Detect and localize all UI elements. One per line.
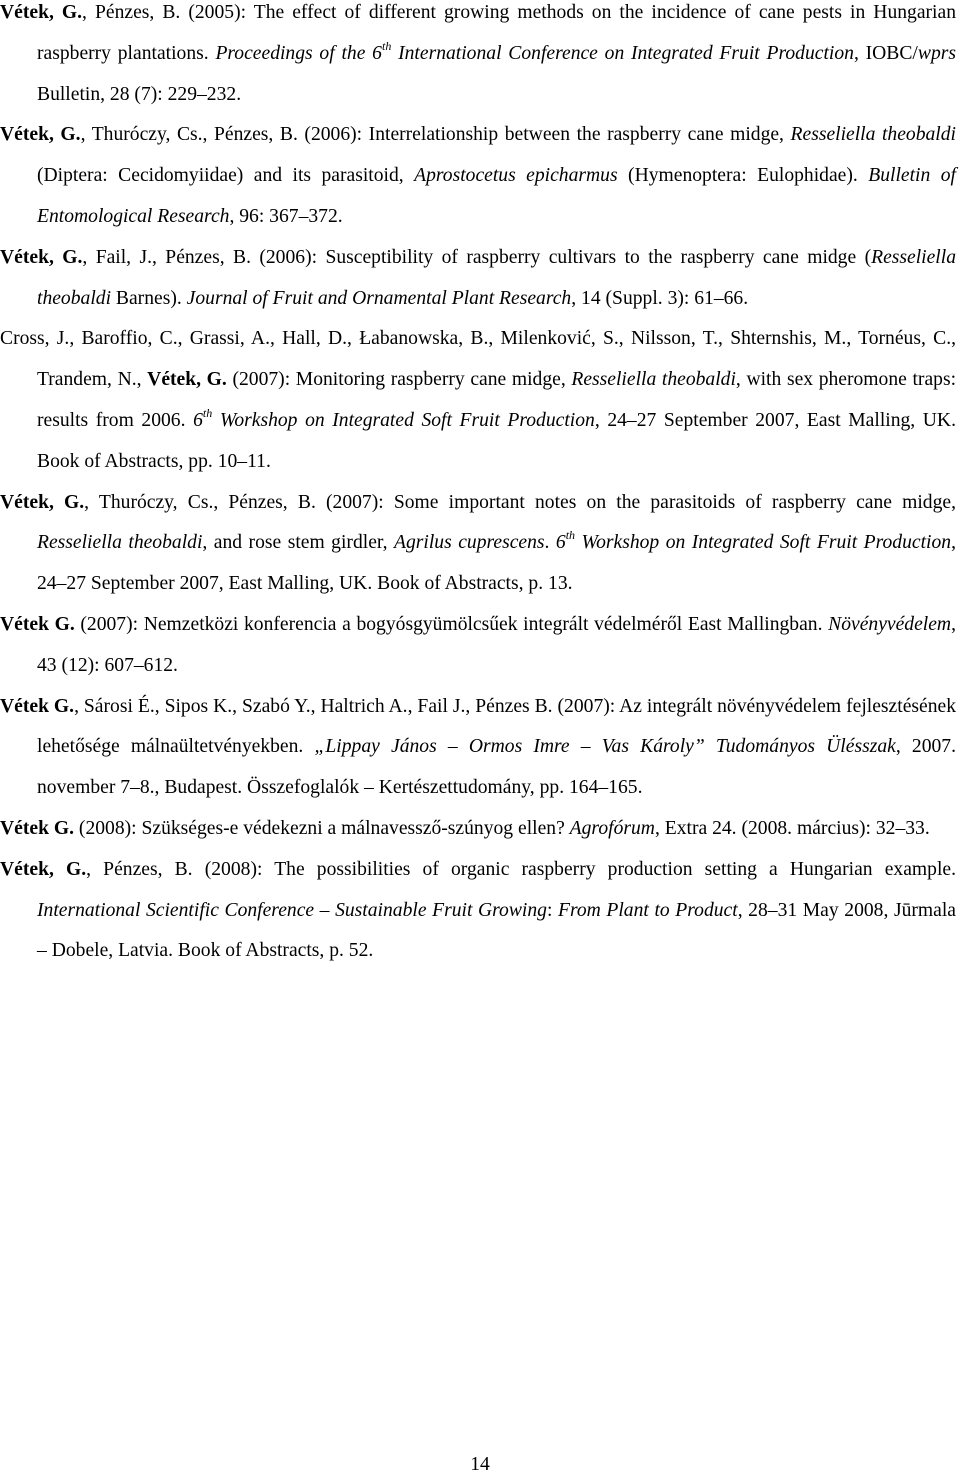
reference-venue: Agrofórum — [569, 817, 655, 839]
reference-entry: Vétek, G., Pénzes, B. (2005): The effect of different growing methods on the incidence of cane pests in Hungarian raspberry plantations. Proceedings of the 6th International Conference on Integrated Fruit Production, IOBC/wprs Bulletin, 28 (7): 229–232. — [0, 2, 956, 105]
reference-author: Vétek, G. — [0, 2, 83, 23]
reference-venue: Növényvédelem — [828, 613, 952, 635]
reference-venue: „Lippay János – Ormos Imre – Vas Károly” Tudományos Ülésszak — [314, 736, 896, 758]
reference-venue: Bulletin of Entomological Research — [37, 165, 956, 227]
page-number: 14 — [470, 1454, 490, 1475]
reference-author: Vétek, G. — [0, 491, 85, 513]
reference-entry: Vétek G., Sárosi É., Sipos K., Szabó Y., Haltrich A., Fail J., Pénzes B. (2007): Az integrált növényvédelem fejlesztésének lehetősége málnaültetvényekben. „Lippay János – Ormos Imre – Vas Károly” Tudományos Ülésszak, 2007. november 7–8., Budapest. Összefoglalók – Kertészettudomány, pp. 164–165. — [0, 695, 957, 799]
reference-venue: 6 — [555, 532, 566, 554]
reference-author: Vétek, G. — [147, 369, 227, 391]
reference-entry: Vétek, G., Thuróczy, Cs., Pénzes, B. (2007): Some important notes on the parasitoids of raspberry cane midge, Resseliella theobaldi, and rose stem girdler, Agrilus cuprescens. 6th Workshop on Integrated Soft Fruit Production, 24–27 September 2007, East Malling, UK. Book of Abstracts, p. 13. — [0, 491, 956, 595]
reference-author: Vétek G. — [0, 817, 75, 839]
reference-entry: Vétek, G., Thuróczy, Cs., Pénzes, B. (2006): Interrelationship between the raspberry cane midge, Resseliella theobaldi (Diptera: Cecidomyiidae) and its parasitoid, Aprostocetus epicharmus (Hymenoptera: Eulophidae). Bulletin of Entomological Research, 96: 367–372. — [0, 124, 956, 227]
reference-venue: International Scientific Conference – Sustainable Fruit Growing — [37, 899, 547, 921]
reference-venue: Journal of Fruit and Ornamental Plant Research — [186, 287, 572, 309]
reference-author: Vétek, G. — [0, 124, 81, 146]
reference-entry: Vétek, G., Fail, J., Pénzes, B. (2006): Susceptibility of raspberry cultivars to the raspberry cane midge (Resseliella theobaldi Barnes). Journal of Fruit and Ornamental Plant Research, 14 (Suppl. 3): 61–66. — [0, 246, 956, 309]
reference-author: Vétek, G. — [0, 858, 87, 880]
reference-entry: Vétek G. (2007): Nemzetközi konferencia a bogyósgyümölcsűek integrált védelméről East Mallingban. Növényvédelem, 43 (12): 607–612. — [0, 613, 956, 676]
reference-entry: Vétek, G., Pénzes, B. (2008): The possibilities of organic raspberry production setting a Hungarian example. International Scientific Conference – Sustainable Fruit Growing: From Plant to Product, 28–31 May 2008, Jūrmala – Dobele, Latvia. Book of Abstracts, p. 52. — [0, 858, 956, 962]
reference-venue: Proceedings of the 6 — [215, 42, 382, 64]
reference-entry: Vétek G. (2008): Szükséges-e védekezni a málnavessző-szúnyog ellen? Agrofórum, Extra 24. (2008. március): 32–33. — [0, 817, 930, 839]
reference-author: Vétek, G. — [0, 246, 83, 268]
reference-entry: Cross, J., Baroffio, C., Grassi, A., Hall, D., Łabanowska, B., Milenković, S., Nilsson, T., Shternshis, M., Tornéus, C., Trandem, N., Vétek, G. (2007): Monitoring raspberry cane midge, Resseliella theobaldi, with sex pheromone traps: results from 2006. 6th Workshop on Integrated Soft Fruit Production, 24–27 September 2007, East Malling, UK. Book of Abstracts, pp. 10–11. — [0, 328, 957, 472]
reference-author: Vétek G. — [0, 695, 75, 717]
reference-author: Vétek G. — [0, 613, 75, 635]
reference-venue: 6 — [193, 409, 203, 431]
